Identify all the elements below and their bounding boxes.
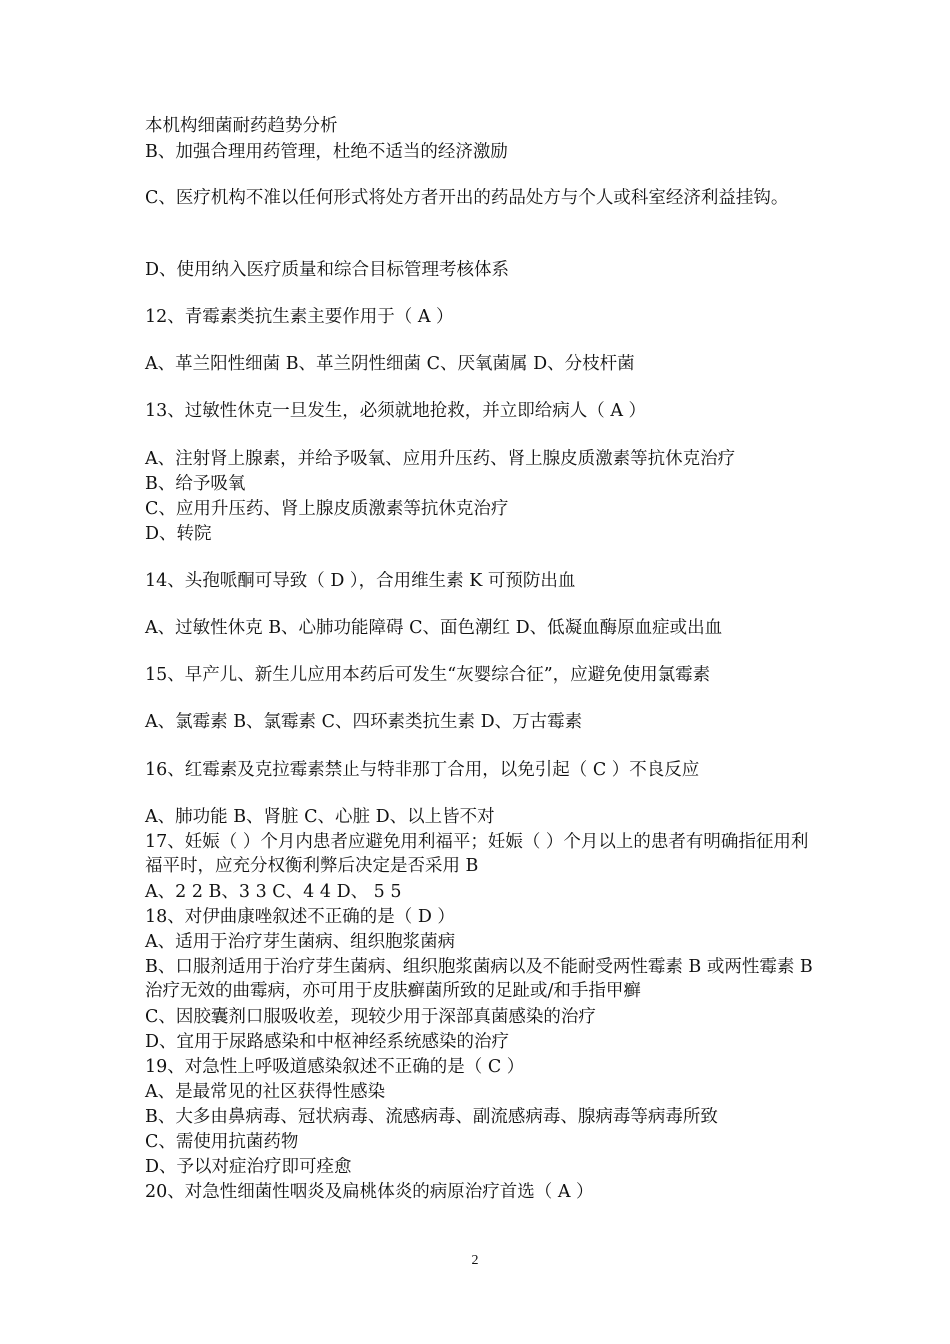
question-13-option-d: D、转院 [145, 524, 212, 544]
page-number: 2 [471, 1253, 479, 1268]
question-15-options: A、氯霉素 B、氯霉素 C、四环素类抗生素 D、万古霉素 [145, 712, 583, 732]
text-line-3: C、医疗机构不准以任何形式将处方者开出的药品处方与个人或科室经济利益挂钩。 [145, 188, 789, 208]
question-14-options: A、过敏性休克 B、心肺功能障碍 C、面色潮红 D、低凝血酶原血症或出血 [145, 618, 723, 638]
question-13-option-a: A、注射肾上腺素，并给予吸氧、应用升压药、肾上腺皮质激素等抗休克治疗 [145, 449, 736, 469]
question-18: 18、对伊曲康唑叙述不正确的是（ D ） [145, 907, 455, 927]
text-line-4: D、使用纳入医疗质量和综合目标管理考核体系 [145, 260, 510, 280]
question-16: 16、红霉素及克拉霉素禁止与特非那丁合用，以免引起（ C ）不良反应 [145, 760, 700, 780]
question-19-option-d: D、予以对症治疗即可痊愈 [145, 1157, 352, 1177]
question-19-option-c: C、需使用抗菌药物 [145, 1132, 299, 1152]
question-20: 20、对急性细菌性咽炎及扁桃体炎的病原治疗首选（ A ） [145, 1182, 594, 1202]
question-17: 17、妊娠（ ）个月内患者应避免用利福平；妊娠（ ）个月以上的患者有明确指征用利福平时，应充分权衡利弊后决定是否采用 B [145, 832, 809, 876]
question-16-options: A、肺功能 B、肾脏 C、心脏 D、以上皆不对 [145, 807, 495, 827]
question-13: 13、过敏性休克一旦发生，必须就地抢救，并立即给病人（ A ） [145, 401, 647, 421]
question-12-options: A、革兰阳性细菌 B、革兰阴性细菌 C、厌氧菌属 D、分枝杆菌 [145, 354, 635, 374]
question-19: 19、对急性上呼吸道感染叙述不正确的是（ C ） [145, 1057, 525, 1077]
question-17-options: A、2 2 B、3 3 C、4 4 D、 5 5 [145, 882, 402, 902]
question-18-option-c: C、因胶囊剂口服吸收差，现较少用于深部真菌感染的治疗 [145, 1007, 596, 1027]
text-line-2: B、加强合理用药管理，杜绝不适当的经济激励 [145, 142, 508, 162]
question-18-option-d: D、宜用于尿路感染和中枢神经系统感染的治疗 [145, 1032, 510, 1052]
question-12: 12、青霉素类抗生素主要作用于（ A ） [145, 307, 454, 327]
question-18-option-b: B、口服剂适用于治疗芽生菌病、组织胞浆菌病以及不能耐受两性霉素 B 或两性霉素 B 治疗无效的曲霉病，亦可用于皮肤癣菌所致的足趾或/和手指甲癣 [145, 957, 813, 1001]
question-18-option-a: A、适用于治疗芽生菌病、组织胞浆菌病 [145, 932, 456, 952]
question-13-option-c: C、应用升压药、肾上腺皮质激素等抗休克治疗 [145, 499, 509, 519]
question-15: 15、早产儿、新生儿应用本药后可发生“灰婴综合征”，应避免使用氯霉素 [145, 665, 711, 685]
text-line-1: 本机构细菌耐药趋势分析 [145, 116, 338, 136]
question-19-option-a: A、是最常见的社区获得性感染 [145, 1082, 386, 1102]
question-19-option-b: B、大多由鼻病毒、冠状病毒、流感病毒、副流感病毒、腺病毒等病毒所致 [145, 1107, 718, 1127]
question-13-option-b: B、给予吸氧 [145, 474, 246, 494]
question-14: 14、头孢哌酮可导致（ D ），合用维生素 K 可预防出血 [145, 571, 576, 591]
